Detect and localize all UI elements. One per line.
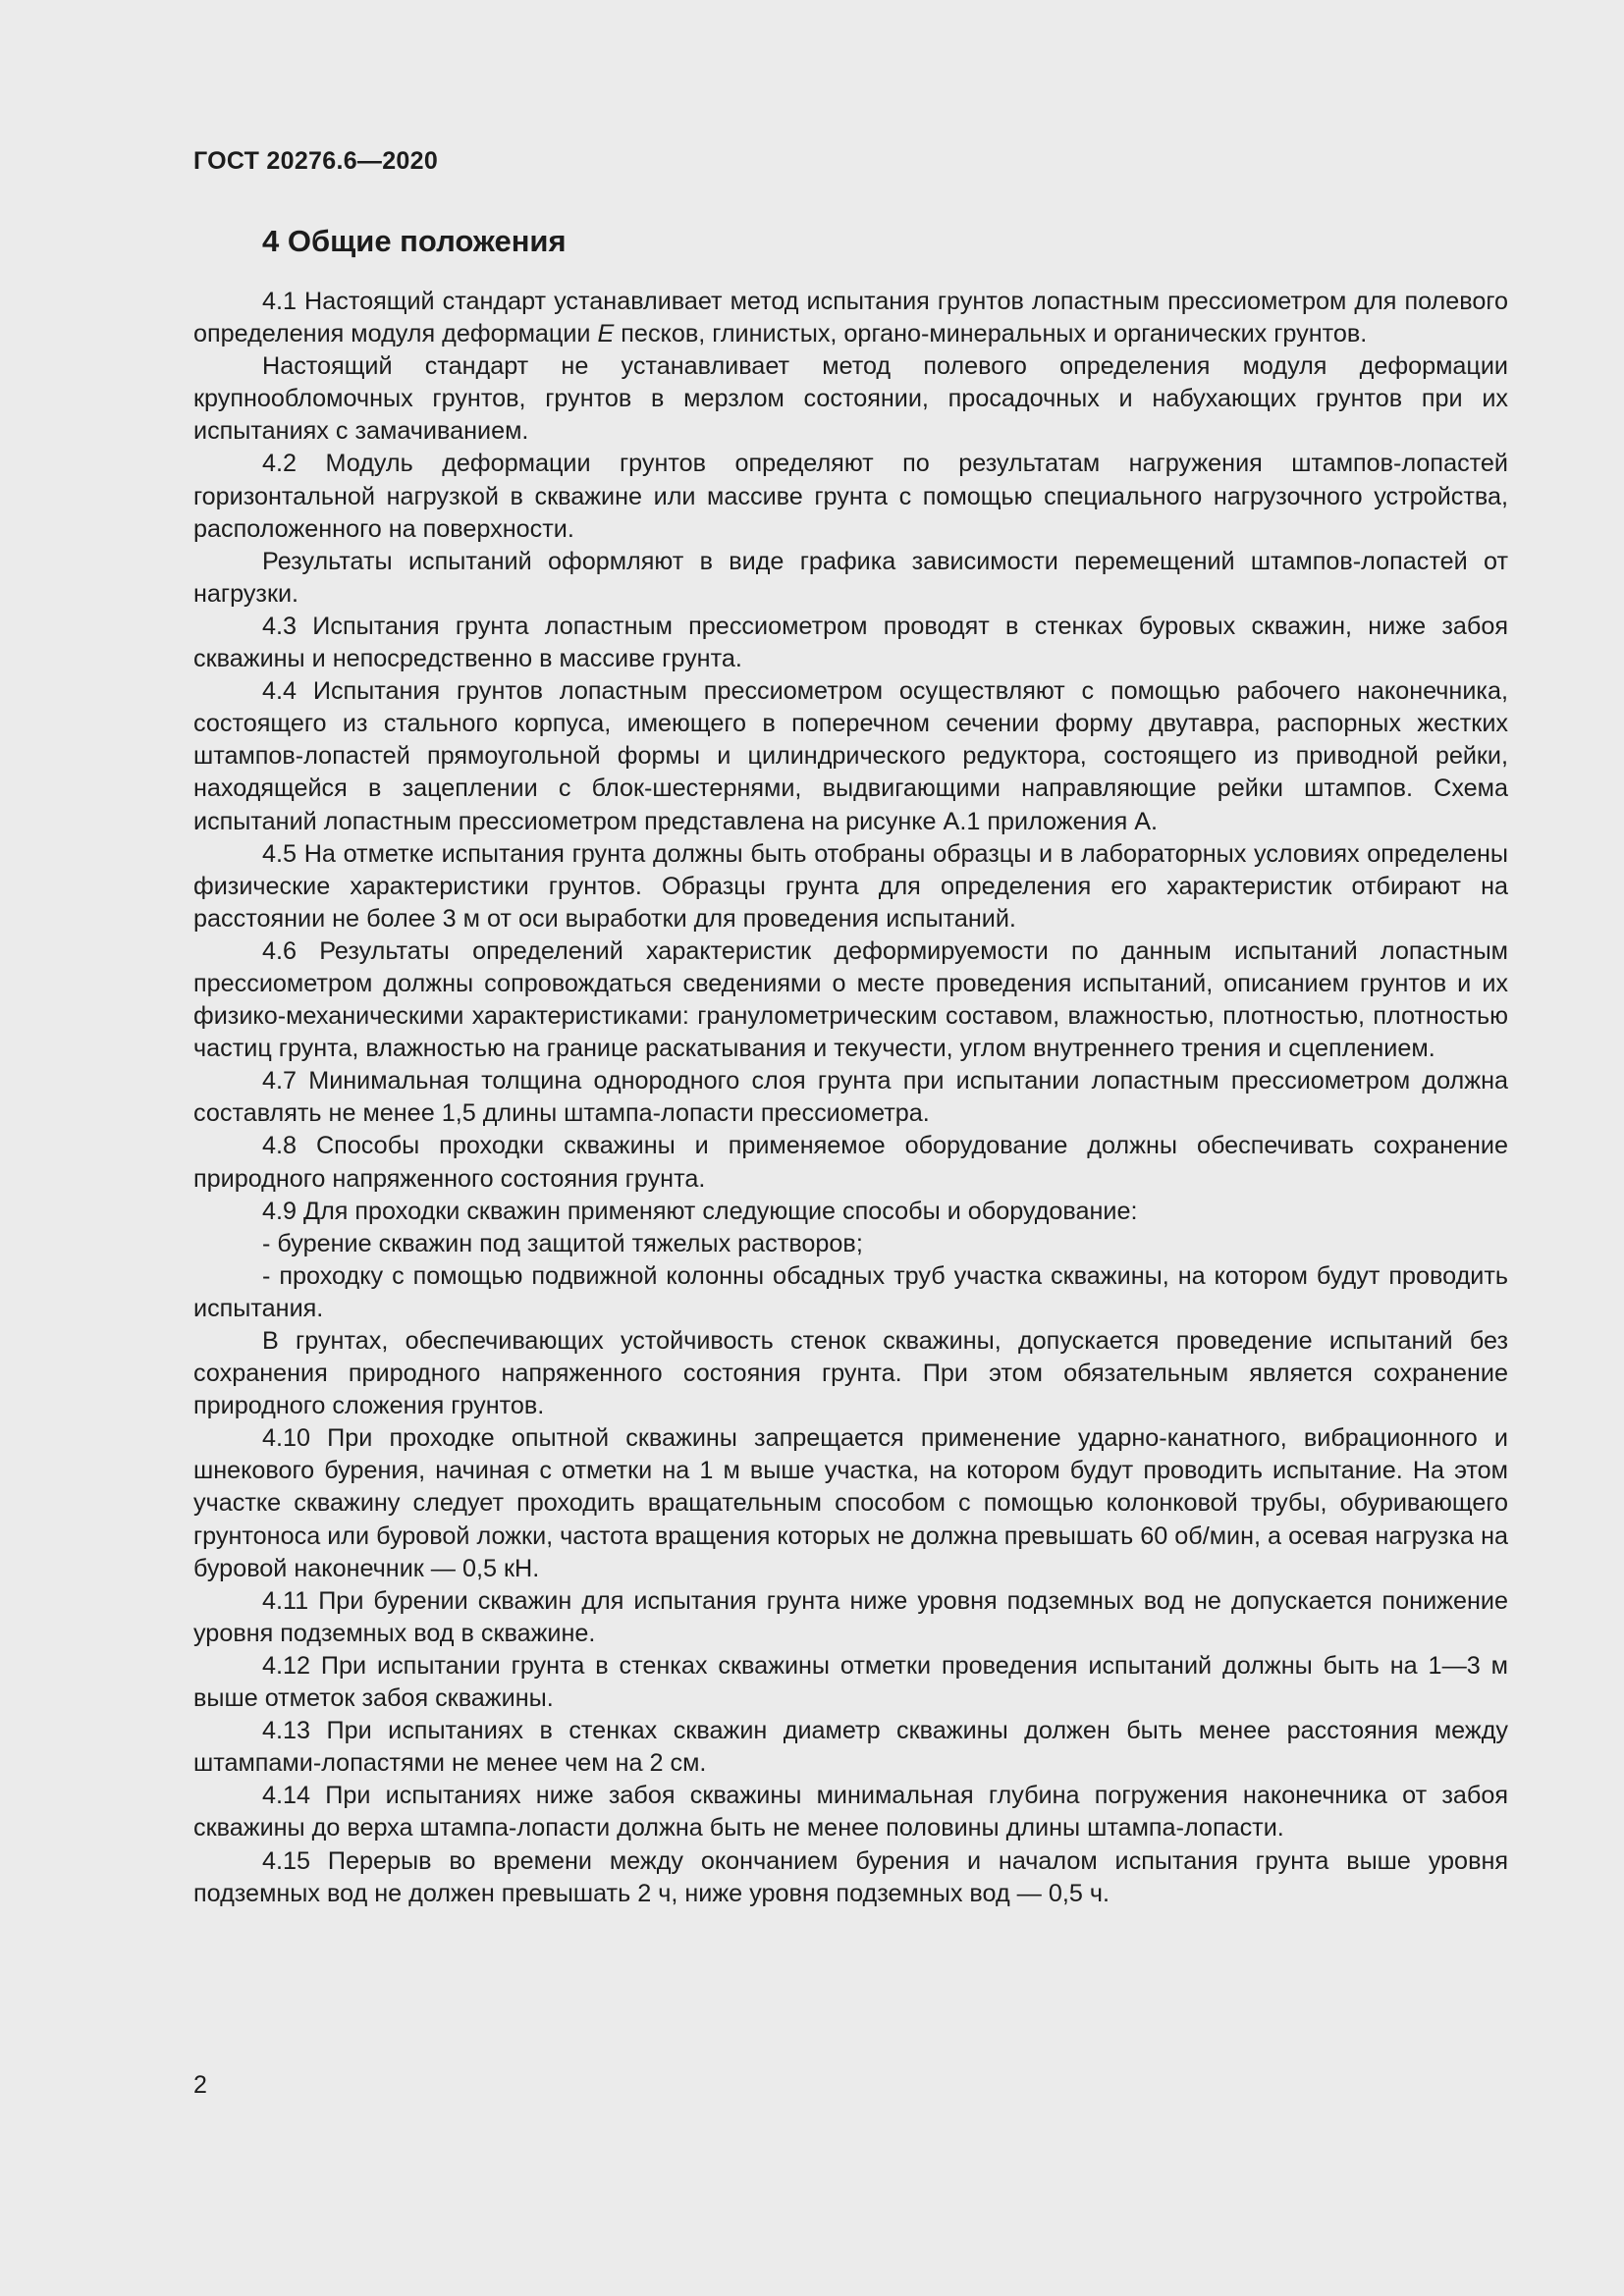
list-item: - бурение скважин под защитой тяжелых растворов; (262, 1229, 863, 1257)
document-code-header: ГОСТ 20276.6—2020 (193, 147, 439, 175)
paragraph-4-13: 4.13 При испытаниях в стенках скважин диаметр скважины должен быть менее расстояния между штампами-лопастями не менее чем на 2 см. (193, 1717, 1508, 1778)
paragraph-4-12: 4.12 При испытании грунта в стенках скважины отметки проведения испытаний должны быть на 1—3 м выше отметок забоя скважины. (193, 1651, 1508, 1713)
section-body (193, 286, 1508, 1910)
paragraph-4-11: 4.11 При бурении скважин для испытания грунта ниже уровня подземных вод не допускается понижение уровня подземных вод в скважине. (193, 1586, 1508, 1647)
list-item: - проходку с помощью подвижной колонны обсадных труб участка скважины, на котором будут проводить испытания. (193, 1261, 1508, 1322)
modulus-variable: E (597, 320, 615, 348)
paragraph-4-9: 4.9 Для проходки скважин применяют следующие способы и оборудование: (262, 1197, 1138, 1225)
paragraph-4-8: 4.8 Способы проходки скважины и применяемое оборудование должны обеспечивать сохранение природного напряженного состояния грунта. (193, 1132, 1508, 1193)
paragraph-4-3: 4.3 Испытания грунта лопастным прессиометром проводят в стенках буровых скважин, ниже забоя скважины и непосредственно в массиве грунта. (193, 612, 1508, 673)
paragraph-4-2-continuation: Результаты испытаний оформляют в виде графика зависимости перемещений штампов-лопастей от нагрузки. (193, 547, 1508, 608)
page-number: 2 (193, 2071, 207, 2099)
paragraph-4-1-text-b: песков, глинистых, органо-минеральных и органических грунтов. (614, 320, 1368, 348)
paragraph-4-14: 4.14 При испытаниях ниже забоя скважины минимальная глубина погружения наконечника от забоя скважины до верха штампа-лопасти должна быть не менее половины длины штампа-лопасти. (193, 1782, 1508, 1842)
paragraph-4-10: 4.10 При проходке опытной скважины запрещается применение ударно-канатного, вибрационного и шнекового бурения, начиная с отметки на 1 м выше участка, на котором будут проводить испытание. На этом участке скважину следует проходить вращательным способом с помощью колонковой трубы, обуривающего грунтоноса или буровой ложки, частота вращения которых не должна превышать 60 об/мин, а осевая нагрузка на буровой наконечник — 0,5 кН. (193, 1424, 1508, 1582)
paragraph-4-1 (193, 286, 1508, 350)
paragraph-4-15: 4.15 Перерыв во времени между окончанием бурения и началом испытания грунта выше уровня подземных вод не должен превышать 2 ч, ниже уровня подземных вод — 0,5 ч. (193, 1846, 1508, 1907)
paragraph-4-7: 4.7 Минимальная толщина однородного слоя грунта при испытании лопастным прессиометром должна составлять не менее 1,5 длины штампа-лопасти прессиометра. (193, 1067, 1508, 1128)
paragraph-4-4: 4.4 Испытания грунтов лопастным прессиометром осуществляют с помощью рабочего наконечника, состоящего из стального корпуса, имеющего в поперечном сечении форму двутавра, распорных жестких штампов-лопастей прямоугольной формы и цилиндрического редуктора, состоящего из приводной рейки, находящейся в зацеплении с блок-шестернями, выдвигающими направляющие рейки штампов. Схема испытаний лопастным прессиометром представлена на рисунке А.1 приложения А. (193, 677, 1508, 835)
paragraph-4-1-continuation: Настоящий стандарт не устанавливает метод полевого определения модуля деформации крупнообломочных грунтов, грунтов в мерзлом состоянии, просадочных и набухающих грунтов при их испытаниях с замачиванием. (193, 352, 1508, 446)
paragraph-4-5: 4.5 На отметке испытания грунта должны быть отобраны образцы и в лабораторных условиях определены физические характеристики грунтов. Образцы грунта для определения его характеристик отбирают на расстоянии не более 3 м от оси выработки для проведения испытаний. (193, 839, 1508, 933)
paragraph-4-6: 4.6 Результаты определений характеристик деформируемости по данным испытаний лопастным прессиометром должны сопровождаться сведениями о месте проведения испытаний, описанием грунтов и их физико-механическими характеристиками: гранулометрическим составом, влажностью, плотностью, плотностью частиц грунта, влажностью на границе раскатывания и текучести, углом внутреннего трения и сцеплением. (193, 936, 1508, 1063)
paragraph-4-1-text-a: 4.1 Настоящий стандарт устанавливает метод испытания грунтов лопастным прессиометром для полевого определения модуля деформации (193, 288, 1508, 348)
paragraph-4-2: 4.2 Модуль деформации грунтов определяют по результатам нагружения штампов-лопастей горизонтальной нагрузкой в скважине или массиве грунта с помощью специального нагрузочного устройства, расположенного на поверхности. (193, 450, 1508, 543)
section-title: 4 Общие положения (262, 224, 567, 258)
paragraph-4-9-continuation: В грунтах, обеспечивающих устойчивость стенок скважины, допускается проведение испытаний без сохранения природного напряженного состояния грунта. При этом обязательным является сохранение природного сложения грунтов. (193, 1327, 1508, 1420)
